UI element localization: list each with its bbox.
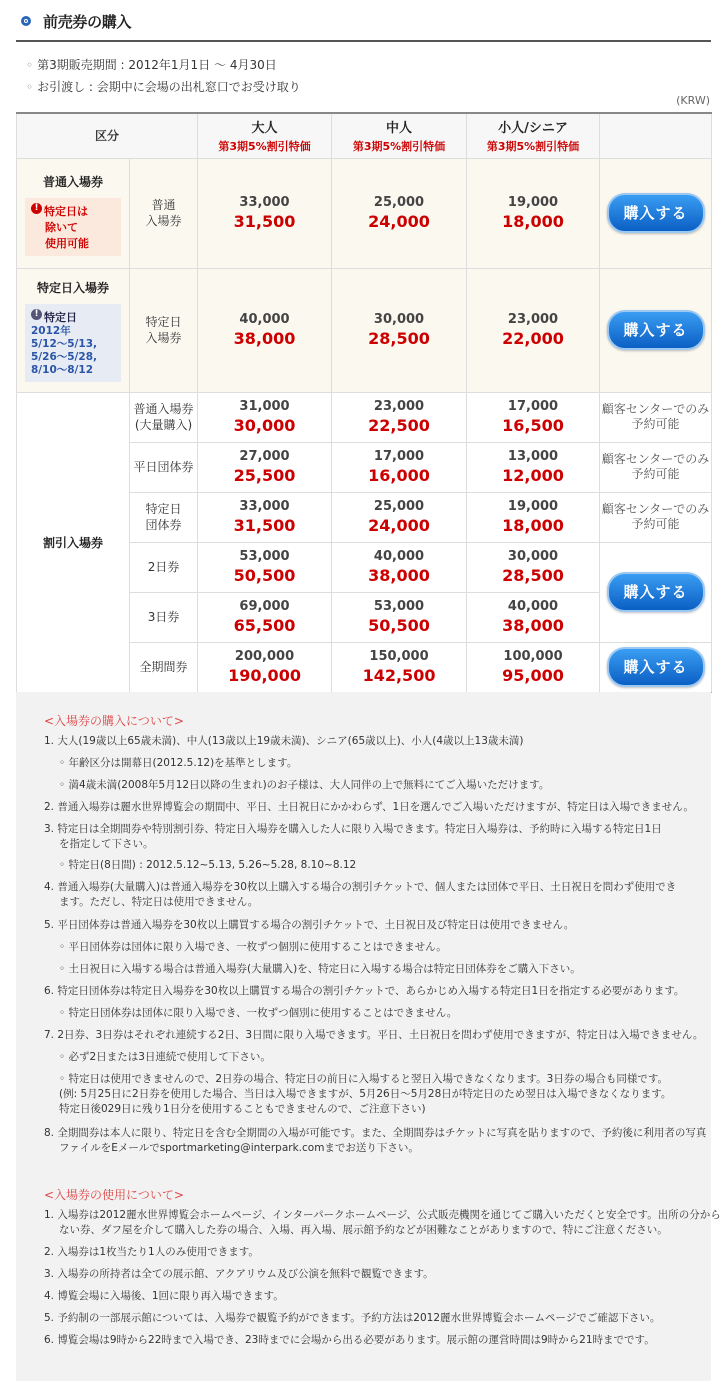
header-category: 区分 <box>17 113 198 158</box>
original-price: 69,000 <box>239 599 290 614</box>
rule-line: 7. 2日券、3日券はそれぞれ連続する2日、3日間に限り入場できます。平日、土日祝日を問わず使用できますが、特定日は入場できません。 <box>44 1029 704 1041</box>
sale-price: 22,500 <box>368 416 430 435</box>
rule-line: 5. 平日団体券は普通入場券を30枚以上購買する場合の割引チケットで、土日祝日及び特定日は使用できません。 <box>44 919 575 931</box>
note-line: 除いて <box>45 220 78 234</box>
price-cell <box>467 542 600 592</box>
price-cell <box>198 392 332 442</box>
price-cell <box>467 492 600 542</box>
regular-ticket-title: 普通入場券 <box>42 174 103 189</box>
sales-period-info: ◦ 第3期販売期間 : 2012年1月1日 ～ 4月30日 <box>26 58 277 72</box>
price-cell <box>198 158 332 268</box>
ticket-price-table <box>16 112 712 693</box>
delivery-text: お引渡し : 会期中に会場の出札窓口でお受け取り <box>37 80 301 94</box>
delivery-info: ◦ お引渡し : 会期中に会場の出札窓口でお受け取り <box>26 80 301 94</box>
price-cell <box>198 642 332 692</box>
original-price: 30,000 <box>373 312 425 327</box>
center-only-note <box>600 392 712 442</box>
rule-line: ない券、ダフ屋を介して購入した券の場合、入場、再入場、展示館予約などが困難なことがありますので、特にご注意ください。 <box>59 1224 668 1236</box>
sub-line: 入場券 <box>145 214 182 228</box>
special-day-ticket-title: 特定日入場券 <box>36 280 109 295</box>
rule-line: ◦ 土日祝日に入場する場合は普通入場券(大量購入)を、特定日に入場する場合は特定日団体券をご購入下さい。 <box>59 963 581 975</box>
rule-line: 5. 予約制の一部展示館については、入場券で観覧予約ができます。予約方法は2012麗水世界博覧会ホームページでご確認下さい。 <box>44 1312 661 1324</box>
exclamation-icon: ! <box>31 203 42 214</box>
rule-line: ◦ 満4歳未満(2008年5月12日以降の生まれ)のお子様は、大人同伴の上で無料にてご入場いただけます。 <box>59 779 550 791</box>
action-cell <box>600 158 712 268</box>
rule-line: ◦ 特定日(8日間) : 2012.5.12~5.13, 5.26~5.28, 8.10~8.12 <box>59 859 357 871</box>
sale-price: 16,000 <box>368 466 430 485</box>
youth-discount-label: 第3期5%割引特価 <box>352 140 446 154</box>
price-cell <box>198 542 332 592</box>
rule-line: ◦ 必ず2日または3日連続で使用して下さい。 <box>59 1051 271 1063</box>
rule-line: ◦ 年齢区分は開幕日(2012.5.12)を基準とします。 <box>59 757 298 769</box>
rule-line: ファイルをEメールでsportmarketing@interpark.comまでお送り下さい。 <box>59 1142 419 1154</box>
rule-line: 1. 入場券は2012麗水世界博覧会ホームページ、インターパークホームページ、公式販売機関を通じてご購入いただくと安全です。出所の分から <box>44 1209 721 1221</box>
note-line: 使用可能 <box>45 236 89 250</box>
table-row <box>17 392 712 442</box>
original-price: 100,000 <box>503 649 563 664</box>
sub-line: 団体券 <box>145 518 182 532</box>
date-line: 2012年 <box>31 324 71 337</box>
rule-line: ◦ 特定日団体券は団体に限り入場でき、一枚ずつ個別に使用することはできません。 <box>59 1007 458 1019</box>
original-price: 13,000 <box>507 449 559 464</box>
weekday-group-ticket-type: 平日団体券 <box>130 442 198 492</box>
sale-price: 190,000 <box>228 666 301 685</box>
action-cell <box>600 642 712 692</box>
original-price: 30,000 <box>507 549 559 564</box>
original-price: 150,000 <box>369 649 429 664</box>
child-senior-discount-label: 第3期5%割引特価 <box>486 140 580 154</box>
price-cell <box>332 268 467 392</box>
adult-discount-label: 第3期5%割引特価 <box>218 140 311 154</box>
sub-line: 入場券 <box>145 331 182 345</box>
date-line: 8/10～8/12 <box>31 363 94 376</box>
special-day-note <box>25 304 121 382</box>
original-price: 17,000 <box>507 399 559 414</box>
original-price: 23,000 <box>507 312 559 327</box>
rule-line: (例: 5月25日に2日券を使用した場合、当日は入場できますが、5月26日～5月28日が特定日のため翌日は入場できなくなります。 <box>59 1088 672 1100</box>
sale-price: 38,000 <box>502 616 564 635</box>
rule-line: 2. 入場券は1枚当たり1人のみ使用できます。 <box>44 1246 259 1258</box>
sale-price: 18,000 <box>502 212 564 231</box>
sub-line: 普通 <box>151 198 176 212</box>
section-header <box>16 8 711 42</box>
three-day-ticket-type: 3日券 <box>130 592 198 642</box>
sale-price: 142,500 <box>362 666 436 685</box>
price-cell <box>467 158 600 268</box>
rule-line: を指定して下さい。 <box>59 838 154 850</box>
rule-line: ◦ 特定日は使用できませんので、2日券の場合、特定日の前日に入場すると翌日入場できなくなります。3日券の場合も同様です。 <box>59 1073 668 1085</box>
header-action <box>600 113 712 158</box>
currency-label: (KRW) <box>676 94 710 107</box>
adult-label: 大人 <box>251 121 278 137</box>
table-row <box>17 268 712 392</box>
note-title: 特定日 <box>44 310 77 324</box>
original-price: 17,000 <box>373 449 425 464</box>
rule-line: 3. 特定日は全期間券や特別割引券、特定日入場券を購入した人に限り入場できます。特定日入場券は、予約時に入場する特定日1日 <box>44 823 662 835</box>
original-price: 40,000 <box>239 312 290 327</box>
rule-line: ◦ 平日団体券は団体に限り入場でき、一枚ずつ個別に使用することはできません。 <box>59 941 447 953</box>
buy-regular-button[interactable]: 購入する <box>607 193 705 233</box>
exclamation-icon: ! <box>31 309 42 320</box>
rule-line: 3. 入場券の所持者は全ての展示館、アクアリウム及び公演を無料で観覧できます。 <box>44 1268 434 1280</box>
sale-price: 30,000 <box>233 416 296 435</box>
sale-price: 31,500 <box>233 516 296 535</box>
price-cell <box>198 268 332 392</box>
regular-ticket-type <box>130 158 198 268</box>
rule-line: 4. 普通入場券(大量購入)は普通入場券を30枚以上購入する場合の割引チケットで、個人または団体で平日、土日祝日を問わず使用でき <box>44 881 677 893</box>
original-price: 53,000 <box>239 549 290 564</box>
header-adult <box>198 113 332 158</box>
price-cell <box>332 542 467 592</box>
price-cell <box>332 642 467 692</box>
special-day-ticket-type <box>130 268 198 392</box>
price-cell <box>332 592 467 642</box>
table-header-row <box>17 113 712 158</box>
price-cell <box>467 392 600 442</box>
price-cell <box>198 592 332 642</box>
price-cell <box>467 642 600 692</box>
sale-price: 28,500 <box>502 566 564 585</box>
sale-price: 65,500 <box>233 616 296 635</box>
note-line: 顧客センターでのみ <box>601 402 710 416</box>
date-line: 5/26～5/28, <box>31 350 97 363</box>
buy-full-period-button[interactable]: 購入する <box>607 647 705 687</box>
date-line: 5/12～5/13, <box>31 337 97 350</box>
discount-ticket-category: 割引入場券 <box>17 392 130 692</box>
bulk-ticket-type <box>130 392 198 442</box>
purchase-rules-title: <入場券の購入について> <box>44 714 184 728</box>
rule-line: 8. 全期間券は本人に限り、特定日を含む全期間の入場が可能です。また、全期間券はチケットに写真を貼りますので、予約後に利用者の写真 <box>44 1127 707 1139</box>
price-cell <box>467 268 600 392</box>
note-line: 予約可能 <box>631 517 680 531</box>
original-price: 25,000 <box>373 195 425 210</box>
header-child-senior <box>467 113 600 158</box>
header-youth <box>332 113 467 158</box>
center-only-note <box>600 492 712 542</box>
price-cell <box>467 442 600 492</box>
price-cell <box>332 442 467 492</box>
sale-price: 31,500 <box>233 212 296 231</box>
original-price: 53,000 <box>373 599 425 614</box>
original-price: 33,000 <box>239 499 290 514</box>
original-price: 40,000 <box>373 549 425 564</box>
youth-label: 中人 <box>386 121 413 137</box>
note-line: 予約可能 <box>631 467 680 481</box>
full-period-ticket-type: 全期間券 <box>130 642 198 692</box>
rule-line: ます。ただし、特定日は使用できません。 <box>59 896 259 908</box>
action-cell <box>600 268 712 392</box>
rule-line: 2. 普通入場券は麗水世界博覧会の期間中、平日、土日祝日にかかわらず、1日を選んでご入場いただけますが、特定日は入場できません。 <box>44 801 694 813</box>
sub-line: 普通入場券 <box>133 402 194 416</box>
price-cell <box>332 392 467 442</box>
sale-price: 50,500 <box>368 616 430 635</box>
note-line: 顧客センターでのみ <box>601 452 710 466</box>
price-cell <box>332 158 467 268</box>
special-day-dates <box>31 325 115 377</box>
rule-line: 6. 博覧会場は9時から22時まで入場でき、23時までに会場から出る必要があります。展示館の運営時間は9時から21時までです。 <box>44 1334 655 1346</box>
page-title: 前売券の購入 <box>43 13 132 31</box>
sale-price: 18,000 <box>502 516 564 535</box>
price-cell <box>332 492 467 542</box>
child-senior-label: 小人/シニア <box>498 121 568 137</box>
sub-line: 特定日 <box>145 315 182 329</box>
center-only-note <box>600 442 712 492</box>
sale-price: 24,000 <box>368 212 430 231</box>
sale-price: 38,000 <box>368 566 430 585</box>
rule-line: 4. 博覧会場に入場後、1回に限り再入場できます。 <box>44 1290 284 1302</box>
original-price: 19,000 <box>507 195 559 210</box>
price-cell <box>198 492 332 542</box>
sale-price: 25,500 <box>233 466 296 485</box>
buy-multi-day-button[interactable]: 購入する <box>607 572 705 612</box>
original-price: 33,000 <box>239 195 290 210</box>
original-price: 23,000 <box>373 399 425 414</box>
regular-ticket-note <box>25 198 121 256</box>
regular-ticket-category <box>17 158 130 268</box>
price-cell <box>198 442 332 492</box>
sale-price: 28,500 <box>368 329 430 348</box>
bullet-circle-icon <box>21 16 31 26</box>
sale-price: 16,500 <box>502 416 564 435</box>
sale-price: 38,000 <box>233 329 296 348</box>
note-line: 特定日は <box>44 204 88 218</box>
rule-line: 1. 大人(19歳以上65歳未満)、中人(13歳以上19歳未満)、シニア(65歳以上)、小人(4歳以上13歳未満) <box>44 735 524 747</box>
sales-period-text: 第3期販売期間 : 2012年1月1日 ～ 4月30日 <box>37 58 277 72</box>
original-price: 25,000 <box>373 499 425 514</box>
action-cell <box>600 542 712 642</box>
sale-price: 50,500 <box>233 566 296 585</box>
usage-rules-title: <入場券の使用について> <box>44 1188 184 1202</box>
price-cell <box>467 592 600 642</box>
sale-price: 24,000 <box>368 516 430 535</box>
original-price: 27,000 <box>239 449 290 464</box>
sale-price: 12,000 <box>502 466 564 485</box>
sale-price: 22,000 <box>502 329 564 348</box>
rule-line: 特定日後029日に残り1日分を使用することもできませんので、ご注意下さい) <box>59 1103 426 1115</box>
special-day-ticket-category <box>17 268 130 392</box>
sale-price: 95,000 <box>502 666 564 685</box>
note-line: 顧客センターでのみ <box>601 502 710 516</box>
note-line: 予約可能 <box>631 417 680 431</box>
two-day-ticket-type: 2日券 <box>130 542 198 592</box>
original-price: 40,000 <box>507 599 559 614</box>
rule-line: 6. 特定日団体券は特定日入場券を30枚以上購買する場合の割引チケットで、あらかじめ入場する特定日1日を指定する必要があります。 <box>44 985 685 997</box>
sub-line: (大量購入) <box>134 418 193 432</box>
original-price: 31,000 <box>239 399 290 414</box>
ticket-rules-panel <box>16 692 721 1381</box>
sub-line: 特定日 <box>145 502 182 516</box>
special-day-group-ticket-type <box>130 492 198 542</box>
table-row <box>17 158 712 268</box>
original-price: 200,000 <box>234 649 295 664</box>
buy-special-day-button[interactable]: 購入する <box>607 310 705 350</box>
original-price: 19,000 <box>507 499 559 514</box>
